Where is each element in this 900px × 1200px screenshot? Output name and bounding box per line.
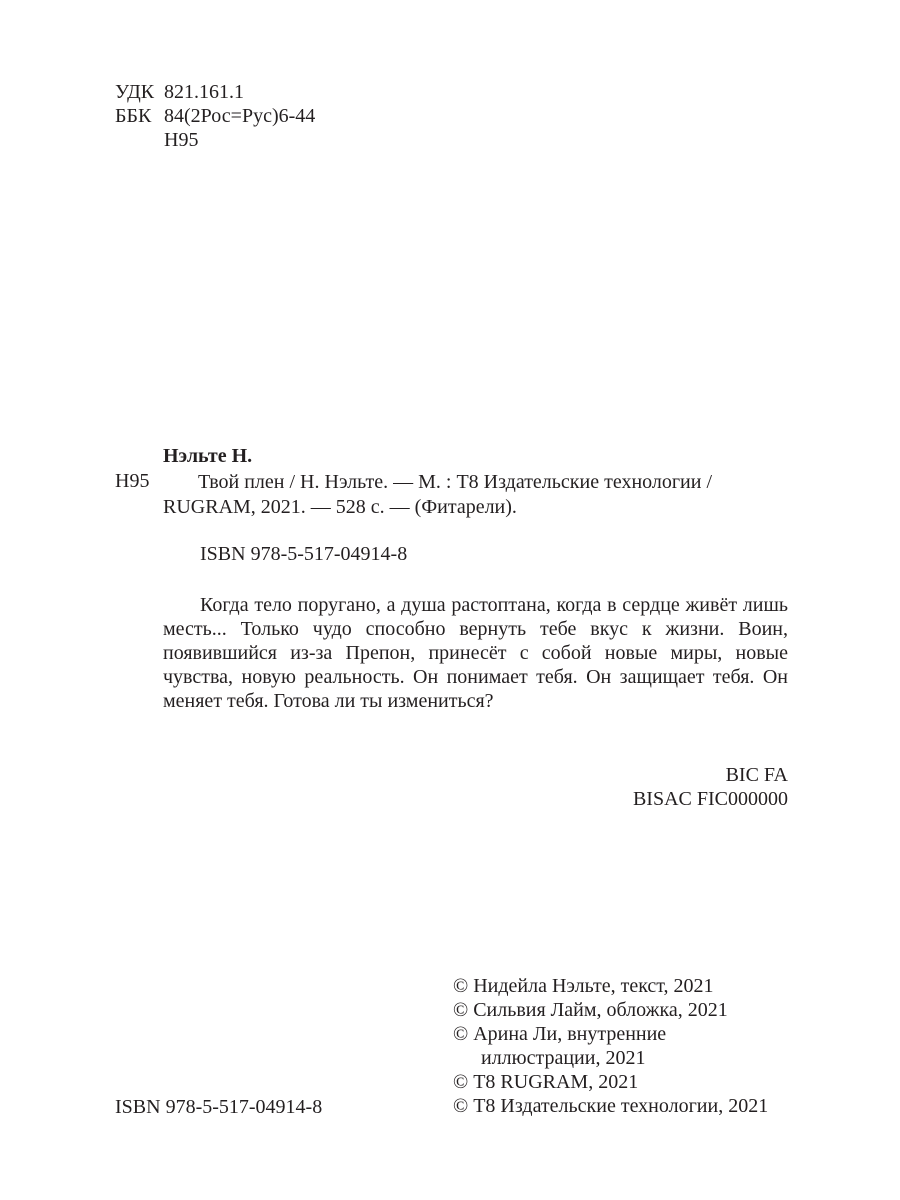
udk-row [115, 80, 315, 104]
isbn: ISBN 978-5-517-04914-8 [200, 543, 408, 565]
author-mark-left: Н95 [115, 470, 150, 492]
description-line-1: Твой плен / Н. Нэльте. — М. : Т8 Издательские технологии / [198, 471, 713, 493]
author-heading: Нэльте Н. [163, 445, 253, 467]
classification-block [115, 80, 315, 152]
bibliographic-description [163, 470, 793, 520]
bisac-code: BISAC FIC000000 [632, 788, 788, 810]
copyright-line: © Т8 Издательские технологии, 2021 [453, 1095, 769, 1117]
udk-label: УДК [115, 81, 155, 103]
copyright-line: © Т8 RUGRAM, 2021 [453, 1071, 639, 1093]
author-mark-row [115, 128, 315, 152]
footer-isbn: ISBN 978-5-517-04914-8 [115, 1096, 323, 1118]
subject-codes [633, 763, 788, 811]
copyright-line-continuation: иллюстрации, 2021 [481, 1047, 646, 1069]
bbk-row [115, 104, 315, 128]
copyright-line: © Арина Ли, внутренние [453, 1023, 667, 1045]
copyright-line: © Нидейла Нэльте, текст, 2021 [453, 975, 714, 997]
annotation [163, 593, 788, 713]
annotation-text: Когда тело поругано, а душа растоптана, когда в сердце живёт лишь месть... Только чудо способно вернуть тебе вкус к жизни. Воин, появившийся из-за Препон, принесёт с собой новые миры, новые чувства, новую реальность. Он понимает тебя. Он защищает тебя. Он меняет тебя. Готова ли ты измениться? [163, 594, 788, 712]
bbk-label: ББК [115, 105, 152, 127]
description-line-2: RUGRAM, 2021. — 528 с. — (Фитарели). [163, 496, 517, 518]
copyright-line: © Сильвия Лайм, обложка, 2021 [453, 999, 728, 1021]
copyright-block [453, 974, 768, 1118]
author-mark: Н95 [164, 129, 199, 151]
bbk-value: 84(2Рос=Рус)6-44 [164, 105, 316, 127]
udk-value: 821.161.1 [164, 81, 244, 103]
bic-code: BIC FA [725, 764, 788, 786]
